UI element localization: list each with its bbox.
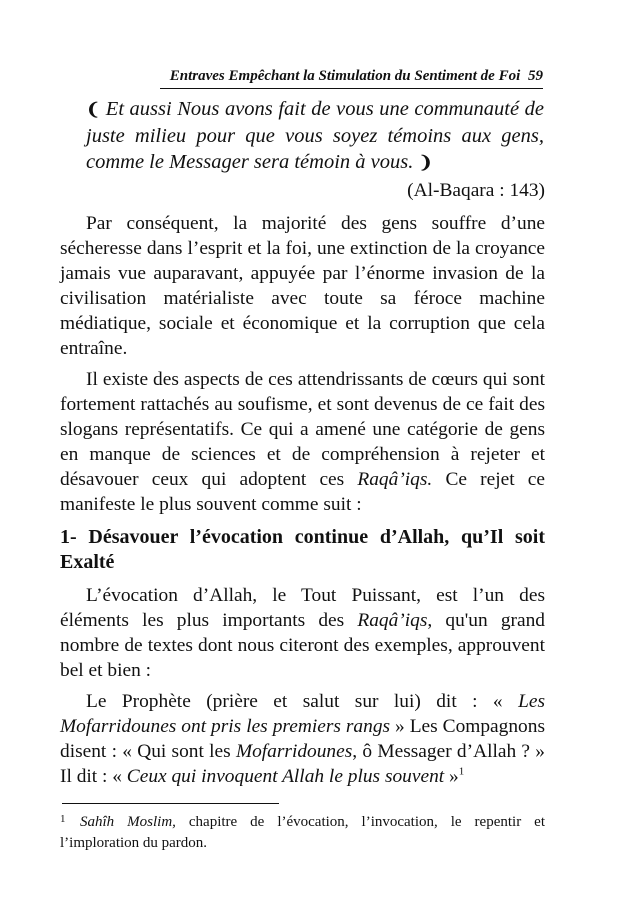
quote-close-bracket: ❩ [418,153,433,172]
paragraph-2-text-a: Il existe des aspects de ces attendrissants de cœurs qui sont fortement rattachés au soufisme, et sont devenus de ce fait des slogans représentatifs. Ce qui a amené une catégorie de gens en manque de sciences et de compréhension à rejeter et désavouer ceux qui adoptent ces [60,369,545,490]
paragraph-3-text-a: L’évocation d’Allah, le Tout Puissant, est l’un des éléments les plus importants des [60,585,545,631]
hadith-quote-2: Ceux qui invoquent Allah le plus souvent [126,766,445,787]
paragraph-4 [60,689,545,789]
page-number: 59 [528,68,543,84]
quote-open-bracket: ❨ [86,100,101,119]
footnote-source: Sahîh Moslim, [80,814,176,830]
quote-reference: (Al-Baqara : 143) [407,180,545,201]
footnote [60,812,545,854]
running-header [160,66,543,89]
paragraph-4-term: Mofarridounes [235,741,353,762]
paragraph-2 [60,367,545,517]
hadith-quote-1: Les Mofarridounes ont pris les premiers rangs [60,691,545,737]
paragraph-2-text-b: Ce rejet ce manifeste le plus souvent comme suit : [60,469,545,515]
paragraph-3 [60,583,545,683]
paragraph-1: Par conséquent, la majorité des gens souffre d’une sécheresse dans l’esprit et la foi, une extinction de la croyance jamais vue auparavant, appuyée par l’énorme invasion de la civilisation matérialiste avec toute sa féroce machine médiatique, sociale et économique et la corruption que cela entraîne. [60,213,545,359]
paragraph-2-term: Raqâ’iqs. [357,469,433,490]
footnote-mark: 1 [60,813,66,825]
quote-text: Et aussi Nous avons fait de vous une communauté de juste milieu pour que vous soyez témoins aux gens, comme le Messager sera témoin à vous. [86,98,544,173]
footnote-reference: 1 [458,765,465,778]
page-body [60,96,545,795]
paragraph-3-term: Raqâ’iqs [357,610,428,631]
header-title: Entraves Empêchant la Stimulation du Sentiment de Foi [169,68,521,84]
paragraph-4-text-c: , ô Messager d’Allah ? » Il dit : « [60,741,545,787]
paragraph-4-text-b: » Les Compagnons disent : « Qui sont les [60,716,545,762]
paragraph-4-text-d: » [444,766,459,787]
section-heading: 1- Désavouer l’évocation continue d’Allah, qu’Il soit Exalté [60,526,545,573]
quran-quote [86,96,544,176]
paragraph-4-text-a: Le Prophète (prière et salut sur lui) dit : « [86,691,519,712]
footnote-rule [62,803,279,804]
paragraph-3-text-b: , qu'un grand nombre de textes dont nous citeront des exemples, approuvent bel et bien : [60,610,545,681]
footnote-text: chapitre de l’évocation, l’invocation, le repentir et l’imploration du pardon. [60,814,545,851]
